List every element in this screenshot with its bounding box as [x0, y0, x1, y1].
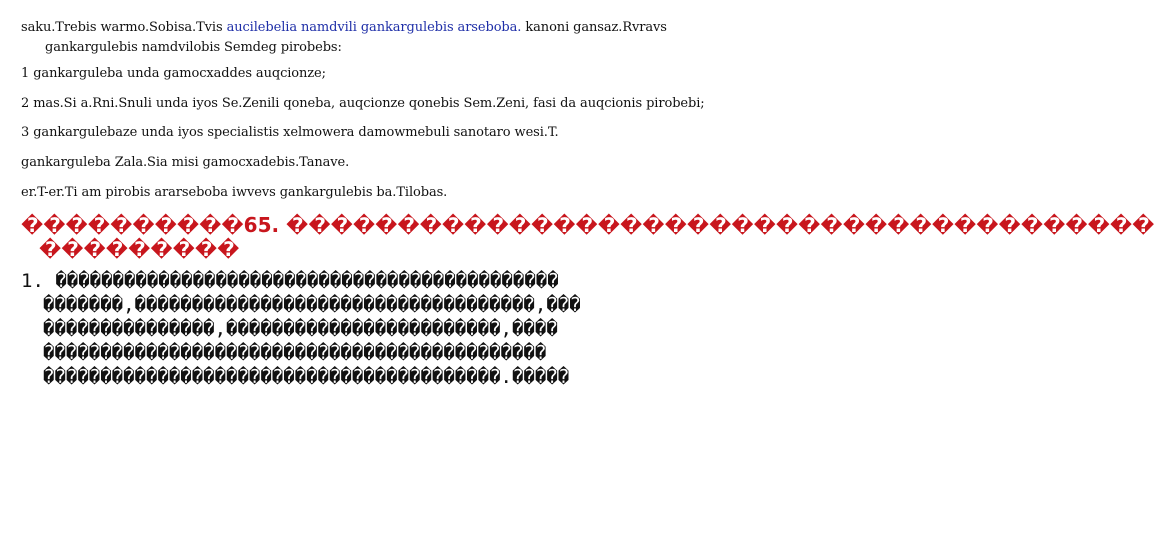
intro-text-tail: kanoni gansaz.Rvravs — [525, 20, 667, 35]
section-heading-line-1: ����������65. ��������������������������������������� — [21, 213, 1154, 237]
section-heading-line-2: ��������� — [39, 237, 240, 261]
section-heading — [21, 213, 1154, 261]
highlighted-phrase: aucilebelia namdvili gankargulebis arseboba. — [226, 20, 522, 35]
numbered-paragraph — [21, 269, 711, 389]
paragraph-line-5: ����������������������������������������.����� — [43, 366, 570, 388]
condition-item-1: 1 gankarguleba unda gamocxaddes auqcionze; — [21, 66, 326, 81]
paragraph-intro-line-2: gankargulebis namdvilobis Semdeg pirobebs: — [45, 40, 342, 55]
invalidity-statement: er.T-er.Ti am pirobis ararseboba iwvevs gankargulebis ba.Tilobas. — [21, 185, 448, 200]
paragraph-line-4: �������������������������������������������� — [43, 342, 547, 364]
condition-item-3: 3 gankargulebaze unda iyos specialistis xelmowera damowmebuli sanotaro wesi.T. — [21, 125, 559, 140]
condition-item-2: 2 mas.Si a.Rni.Snuli unda iyos Se.Zenili qoneba, auqcionze qonebis Sem.Zeni, fasi da auqcionis pirobebi; — [21, 96, 705, 111]
paragraph-intro-line-1 — [21, 18, 710, 38]
paragraph-line-3: ���������������,������������������������,���� — [43, 318, 558, 340]
validity-statement: gankarguleba Zala.Sia misi gamocxadebis.Tanave. — [21, 155, 350, 170]
paragraph-line-1: 1. �������������������������������������������� — [21, 270, 559, 292]
intro-text: saku.Trebis warmo.Sobisa.Tvis — [21, 20, 223, 35]
paragraph-line-2: �������,�����������������������������������,��� — [43, 294, 581, 316]
